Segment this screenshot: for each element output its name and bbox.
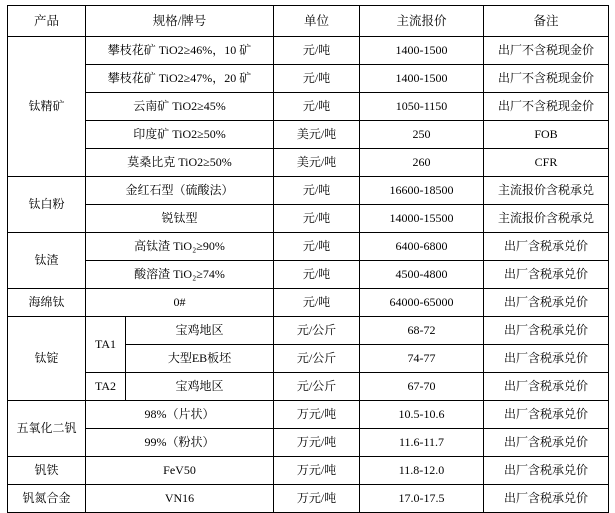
cell-unit: 元/吨 bbox=[274, 261, 360, 289]
cell-spec: 攀枝花矿 TiO2≥46%，10 矿 bbox=[86, 37, 274, 65]
cell-remark: 出厂不含税现金价 bbox=[484, 65, 609, 93]
cell-unit: 元/吨 bbox=[274, 233, 360, 261]
cell-spec: 金红石型（硫酸法） bbox=[86, 177, 274, 205]
cell-remark: 出厂不含税现金价 bbox=[484, 37, 609, 65]
column-header-product: 产品 bbox=[8, 6, 86, 37]
cell-product: 钒氮合金 bbox=[8, 485, 86, 513]
cell-price: 1050-1150 bbox=[360, 93, 484, 121]
table-row bbox=[8, 149, 609, 177]
cell-remark: 出厂含税承兑价 bbox=[484, 429, 609, 457]
cell-remark: 出厂含税承兑价 bbox=[484, 345, 609, 373]
cell-unit: 万元/吨 bbox=[274, 485, 360, 513]
cell-product: 钛锭 bbox=[8, 317, 86, 401]
cell-remark: 出厂含税承兑价 bbox=[484, 401, 609, 429]
cell-price: 74-77 bbox=[360, 345, 484, 373]
table-header bbox=[8, 6, 609, 37]
cell-spec: 98%（片状） bbox=[86, 401, 274, 429]
cell-price: 260 bbox=[360, 149, 484, 177]
cell-remark: 出厂含税承兑价 bbox=[484, 485, 609, 513]
cell-price: 4500-4800 bbox=[360, 261, 484, 289]
cell-unit: 元/吨 bbox=[274, 65, 360, 93]
table-row bbox=[8, 205, 609, 233]
cell-unit: 万元/吨 bbox=[274, 457, 360, 485]
cell-spec: 莫桑比克 TiO2≥50% bbox=[86, 149, 274, 177]
table-row bbox=[8, 177, 609, 205]
cell-spec: 印度矿 TiO2≥50% bbox=[86, 121, 274, 149]
cell-remark: 出厂含税承兑价 bbox=[484, 457, 609, 485]
cell-spec: VN16 bbox=[86, 485, 274, 513]
cell-spec: 酸溶渣 TiO₂≥74% bbox=[86, 261, 274, 289]
cell-unit: 元/吨 bbox=[274, 289, 360, 317]
cell-product: 钛渣 bbox=[8, 233, 86, 289]
cell-price: 16600-18500 bbox=[360, 177, 484, 205]
table-row bbox=[8, 289, 609, 317]
cell-price: 14000-15500 bbox=[360, 205, 484, 233]
cell-remark: 主流报价含税承兑 bbox=[484, 205, 609, 233]
table-row bbox=[8, 317, 609, 345]
cell-remark: 出厂含税承兑价 bbox=[484, 317, 609, 345]
cell-spec: 宝鸡地区 bbox=[126, 317, 274, 345]
cell-remark: 出厂含税承兑价 bbox=[484, 373, 609, 401]
table-row bbox=[8, 93, 609, 121]
cell-price: 1400-1500 bbox=[360, 65, 484, 93]
cell-unit: 万元/吨 bbox=[274, 401, 360, 429]
cell-remark: 出厂含税承兑价 bbox=[484, 289, 609, 317]
cell-remark: 出厂不含税现金价 bbox=[484, 93, 609, 121]
cell-product: 钛白粉 bbox=[8, 177, 86, 233]
price-table bbox=[7, 5, 609, 513]
table-row bbox=[8, 121, 609, 149]
table-header-row bbox=[8, 6, 609, 37]
table-row bbox=[8, 373, 609, 401]
cell-unit: 元/吨 bbox=[274, 93, 360, 121]
cell-price: 17.0-17.5 bbox=[360, 485, 484, 513]
cell-unit: 万元/吨 bbox=[274, 429, 360, 457]
cell-spec: 云南矿 TiO2≥45% bbox=[86, 93, 274, 121]
cell-unit: 元/吨 bbox=[274, 177, 360, 205]
cell-unit: 元/公斤 bbox=[274, 317, 360, 345]
cell-price: 10.5-10.6 bbox=[360, 401, 484, 429]
cell-remark: 出厂含税承兑价 bbox=[484, 233, 609, 261]
cell-price: 6400-6800 bbox=[360, 233, 484, 261]
cell-unit: 元/公斤 bbox=[274, 345, 360, 373]
cell-unit: 美元/吨 bbox=[274, 121, 360, 149]
table-row bbox=[8, 65, 609, 93]
cell-price: 1400-1500 bbox=[360, 37, 484, 65]
cell-product: 钒铁 bbox=[8, 457, 86, 485]
cell-product: 钛精矿 bbox=[8, 37, 86, 177]
cell-spec: 锐钛型 bbox=[86, 205, 274, 233]
cell-price: 68-72 bbox=[360, 317, 484, 345]
column-header-price: 主流报价 bbox=[360, 6, 484, 37]
cell-unit: 元/吨 bbox=[274, 37, 360, 65]
column-header-spec: 规格/牌号 bbox=[86, 6, 274, 37]
cell-price: 11.8-12.0 bbox=[360, 457, 484, 485]
table-row bbox=[8, 457, 609, 485]
cell-spec: 高钛渣 TiO₂≥90% bbox=[86, 233, 274, 261]
cell-grade: TA2 bbox=[86, 373, 126, 401]
cell-grade: TA1 bbox=[86, 317, 126, 373]
cell-remark: CFR bbox=[484, 149, 609, 177]
cell-spec: 攀枝花矿 TiO2≥47%，20 矿 bbox=[86, 65, 274, 93]
cell-unit: 元/公斤 bbox=[274, 373, 360, 401]
cell-spec: 99%（粉状） bbox=[86, 429, 274, 457]
table-row bbox=[8, 261, 609, 289]
table-row bbox=[8, 37, 609, 65]
cell-price: 11.6-11.7 bbox=[360, 429, 484, 457]
table-body bbox=[8, 37, 609, 513]
table-row bbox=[8, 485, 609, 513]
cell-unit: 美元/吨 bbox=[274, 149, 360, 177]
cell-price: 250 bbox=[360, 121, 484, 149]
cell-remark: 主流报价含税承兑 bbox=[484, 177, 609, 205]
cell-price: 67-70 bbox=[360, 373, 484, 401]
cell-price: 64000-65000 bbox=[360, 289, 484, 317]
column-header-unit: 单位 bbox=[274, 6, 360, 37]
cell-remark: 出厂含税承兑价 bbox=[484, 261, 609, 289]
cell-unit: 元/吨 bbox=[274, 205, 360, 233]
table-row bbox=[8, 233, 609, 261]
table-row bbox=[8, 401, 609, 429]
cell-product: 海绵钛 bbox=[8, 289, 86, 317]
cell-spec: 大型EB板坯 bbox=[126, 345, 274, 373]
column-header-remark: 备注 bbox=[484, 6, 609, 37]
cell-remark: FOB bbox=[484, 121, 609, 149]
table-row bbox=[8, 429, 609, 457]
cell-spec: 0# bbox=[86, 289, 274, 317]
cell-product: 五氧化二钒 bbox=[8, 401, 86, 457]
cell-spec: FeV50 bbox=[86, 457, 274, 485]
cell-spec: 宝鸡地区 bbox=[126, 373, 274, 401]
